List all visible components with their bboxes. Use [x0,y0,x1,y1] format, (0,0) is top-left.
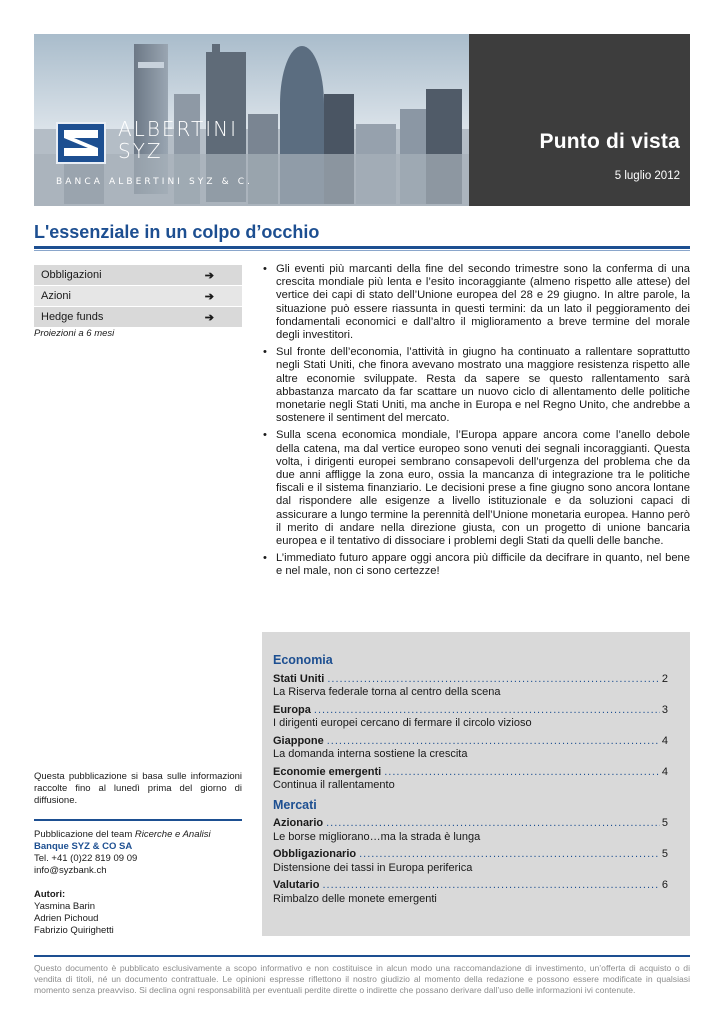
toc-page-number: 4 [661,734,668,747]
publication-title: Punto di vista [539,130,680,153]
logo-mark-icon [56,122,106,164]
toc-entry[interactable] [273,879,668,906]
toc-entry[interactable] [273,704,668,731]
projection-label: Hedge funds [41,311,104,323]
team-name: Ricerche e Analisi [134,829,211,840]
logo-line-1: ALBERTINI [118,117,238,141]
arrow-right-icon: ➔ [204,311,214,324]
team-intro [34,829,244,841]
bullet-item: • Sul fronte dell’economia, l’attività in giugno ha continuato a rallentare soprattutto negli Stati Uniti, che finora avevano mostrato una maggiore resistenza rispetto alle altre economie sviluppate. Resta da sapere se questo rallentamento sarà abbastanza marcato da far scattare un nuovo ciclo di allentamento delle politiche monetarie negli Stati Uniti, ma anche in Europa e nel Regno Unito, che andrebbe a sostenere il sentiment del mercato. [262,346,690,425]
toc-entry[interactable] [273,766,668,793]
toc-entry-description: Rimbalzo delle monete emergenti [273,892,437,905]
toc-leader-dots [322,879,659,893]
toc-entry[interactable] [273,848,668,875]
toc-page-number: 2 [661,672,668,685]
projections-note: Proiezioni a 6 mesi [34,328,115,339]
bullet-item: • Sulla scena economica mondiale, l’Europa appare ancora come l’anello debole della catena, ma dal vertice europeo sono venuti dei segnali incoraggianti. Questa volta, i dirigenti europei sembrano consapevoli dell’urgenza del problema che da due anni affligge la zona euro, ossia la mancanza di integrazione tra le politiche fiscali e il sistema finanziario. Le decisioni prese a fine giugno sono ancora lontane dal rispondere alle esigenze a livello istituzionale e da soluzioni capaci di assicurare a lungo termine la perennità dell’Unione monetaria europea. Hanno però il merito di andare nella direzione giusta, con un progetto di unione bancaria europea e il tentativo di dissociare i problemi degli Stati da quelli delle banche. [262,429,690,548]
team-info [34,829,244,937]
toc-entry-title: Europa [273,703,311,716]
toc-section-heading: Mercati [273,797,317,812]
toc-entry[interactable] [273,673,668,700]
toc-page-number: 4 [661,765,668,778]
arrow-right-icon: ➔ [204,269,214,282]
toc-page-number: 3 [661,703,668,716]
team-intro-text: Pubblicazione del team [34,829,135,840]
footer-divider [34,955,690,957]
toc-entry-title: Azionario [273,817,324,829]
disclaimer: Questo documento è pubblicato esclusivamente a scopo informativo e non costituisce in alcun modo una raccomandazione di investimento, un’offerta di acquisto o di vendita di titoli, né un documento contrattuale. Le opinioni espresse riflettono il nostro giudizio al momento della redazione e possono essere modificate in qualsiasi momento senza preavviso. Si declina ogni responsabilità per eventuali perdite dirette o indirette che possano derivare dall’uso delle informazioni ivi contenute. [34,963,690,996]
page-title: L'essenziale in un colpo d’occhio [34,222,320,242]
logo-subtitle: BANCA ALBERTINI SYZ & C. [56,177,254,187]
publication-note: Questa pubblicazione si basa sulle informazioni raccolte fino al lunedì prima del giorno di diffusione. [34,771,242,806]
author-name: Yasmina Barin [34,901,96,912]
summary-bullets [262,263,690,583]
toc-entry-title: Giappone [273,734,324,747]
toc-entry-title: Obbligazionario [273,848,357,860]
toc-entry-description: I dirigenti europei cercano di fermare il circolo vizioso [273,717,532,729]
company-name: Banque SYZ & CO SA [34,841,133,852]
title-divider-thin [34,250,690,251]
publication-date: 5 luglio 2012 [614,170,680,182]
projection-row [34,286,242,307]
toc-leader-dots [314,704,660,718]
toc-entry-description: La domanda interna sostiene la crescita [273,748,468,760]
authors-label: Autori: [34,889,66,900]
toc-entry-title: Stati Uniti [273,672,325,685]
author-name: Adrien Pichoud [34,913,99,924]
header-banner [34,34,690,206]
projection-label: Obbligazioni [41,269,102,281]
phone-number: Tel. +41 (0)22 819 09 09 [34,853,138,864]
toc-page-number: 5 [661,817,668,829]
left-divider [34,819,242,821]
projection-row [34,265,242,286]
bullet-item: • Gli eventi più marcanti della fine del secondo trimestre sono la conferma di una crescita mondiale più lenta e l’esito incoraggiante (almeno rispetto alle attese) del vertice dei capi di stato dell’Unione europea del 28 e 29 giugno. In altre parole, la situazione può essere riassunta in questi termini: da un lato il peggioramento dei fondamentali economici e dall’altro il miglioramento a breve termine del morale degli investitori. [262,263,690,342]
email-address: info@syzbank.ch [34,865,107,876]
projection-row [34,307,242,328]
projections-table [34,265,242,328]
title-panel [469,34,690,206]
logo-wordmark [118,118,238,162]
toc-entry[interactable] [273,735,668,762]
projection-label: Azioni [41,290,71,302]
title-divider [34,246,690,249]
toc-leader-dots [327,735,660,749]
toc-page-number: 5 [661,848,668,860]
toc-entry-title: Valutario [273,879,320,891]
logo-line-2: SYZ [118,139,163,163]
toc-page-number: 6 [661,879,668,891]
toc-leader-dots [326,817,660,831]
toc-section-heading: Economia [273,653,333,667]
toc-entry[interactable] [273,817,668,844]
toc-entry-description: Le borse migliorano…ma la strada è lunga [273,830,481,843]
toc-leader-dots [359,848,660,862]
arrow-right-icon: ➔ [204,290,214,303]
bullet-item: • L’immediato futuro appare oggi ancora più difficile da decifrare in quanto, nel bene e nel male, non ci sono certezze! [262,552,690,578]
toc-entry-description: Continua il rallentamento [273,779,395,791]
toc-leader-dots [327,673,660,687]
toc-entry-description: Distensione dei tassi in Europa periferica [273,861,473,874]
toc-leader-dots [384,766,660,780]
toc-entry-description: La Riserva federale torna al centro della scena [273,686,501,698]
table-of-contents [262,632,690,936]
toc-entry-title: Economie emergenti [273,765,382,778]
author-name: Fabrizio Quirighetti [34,925,114,936]
